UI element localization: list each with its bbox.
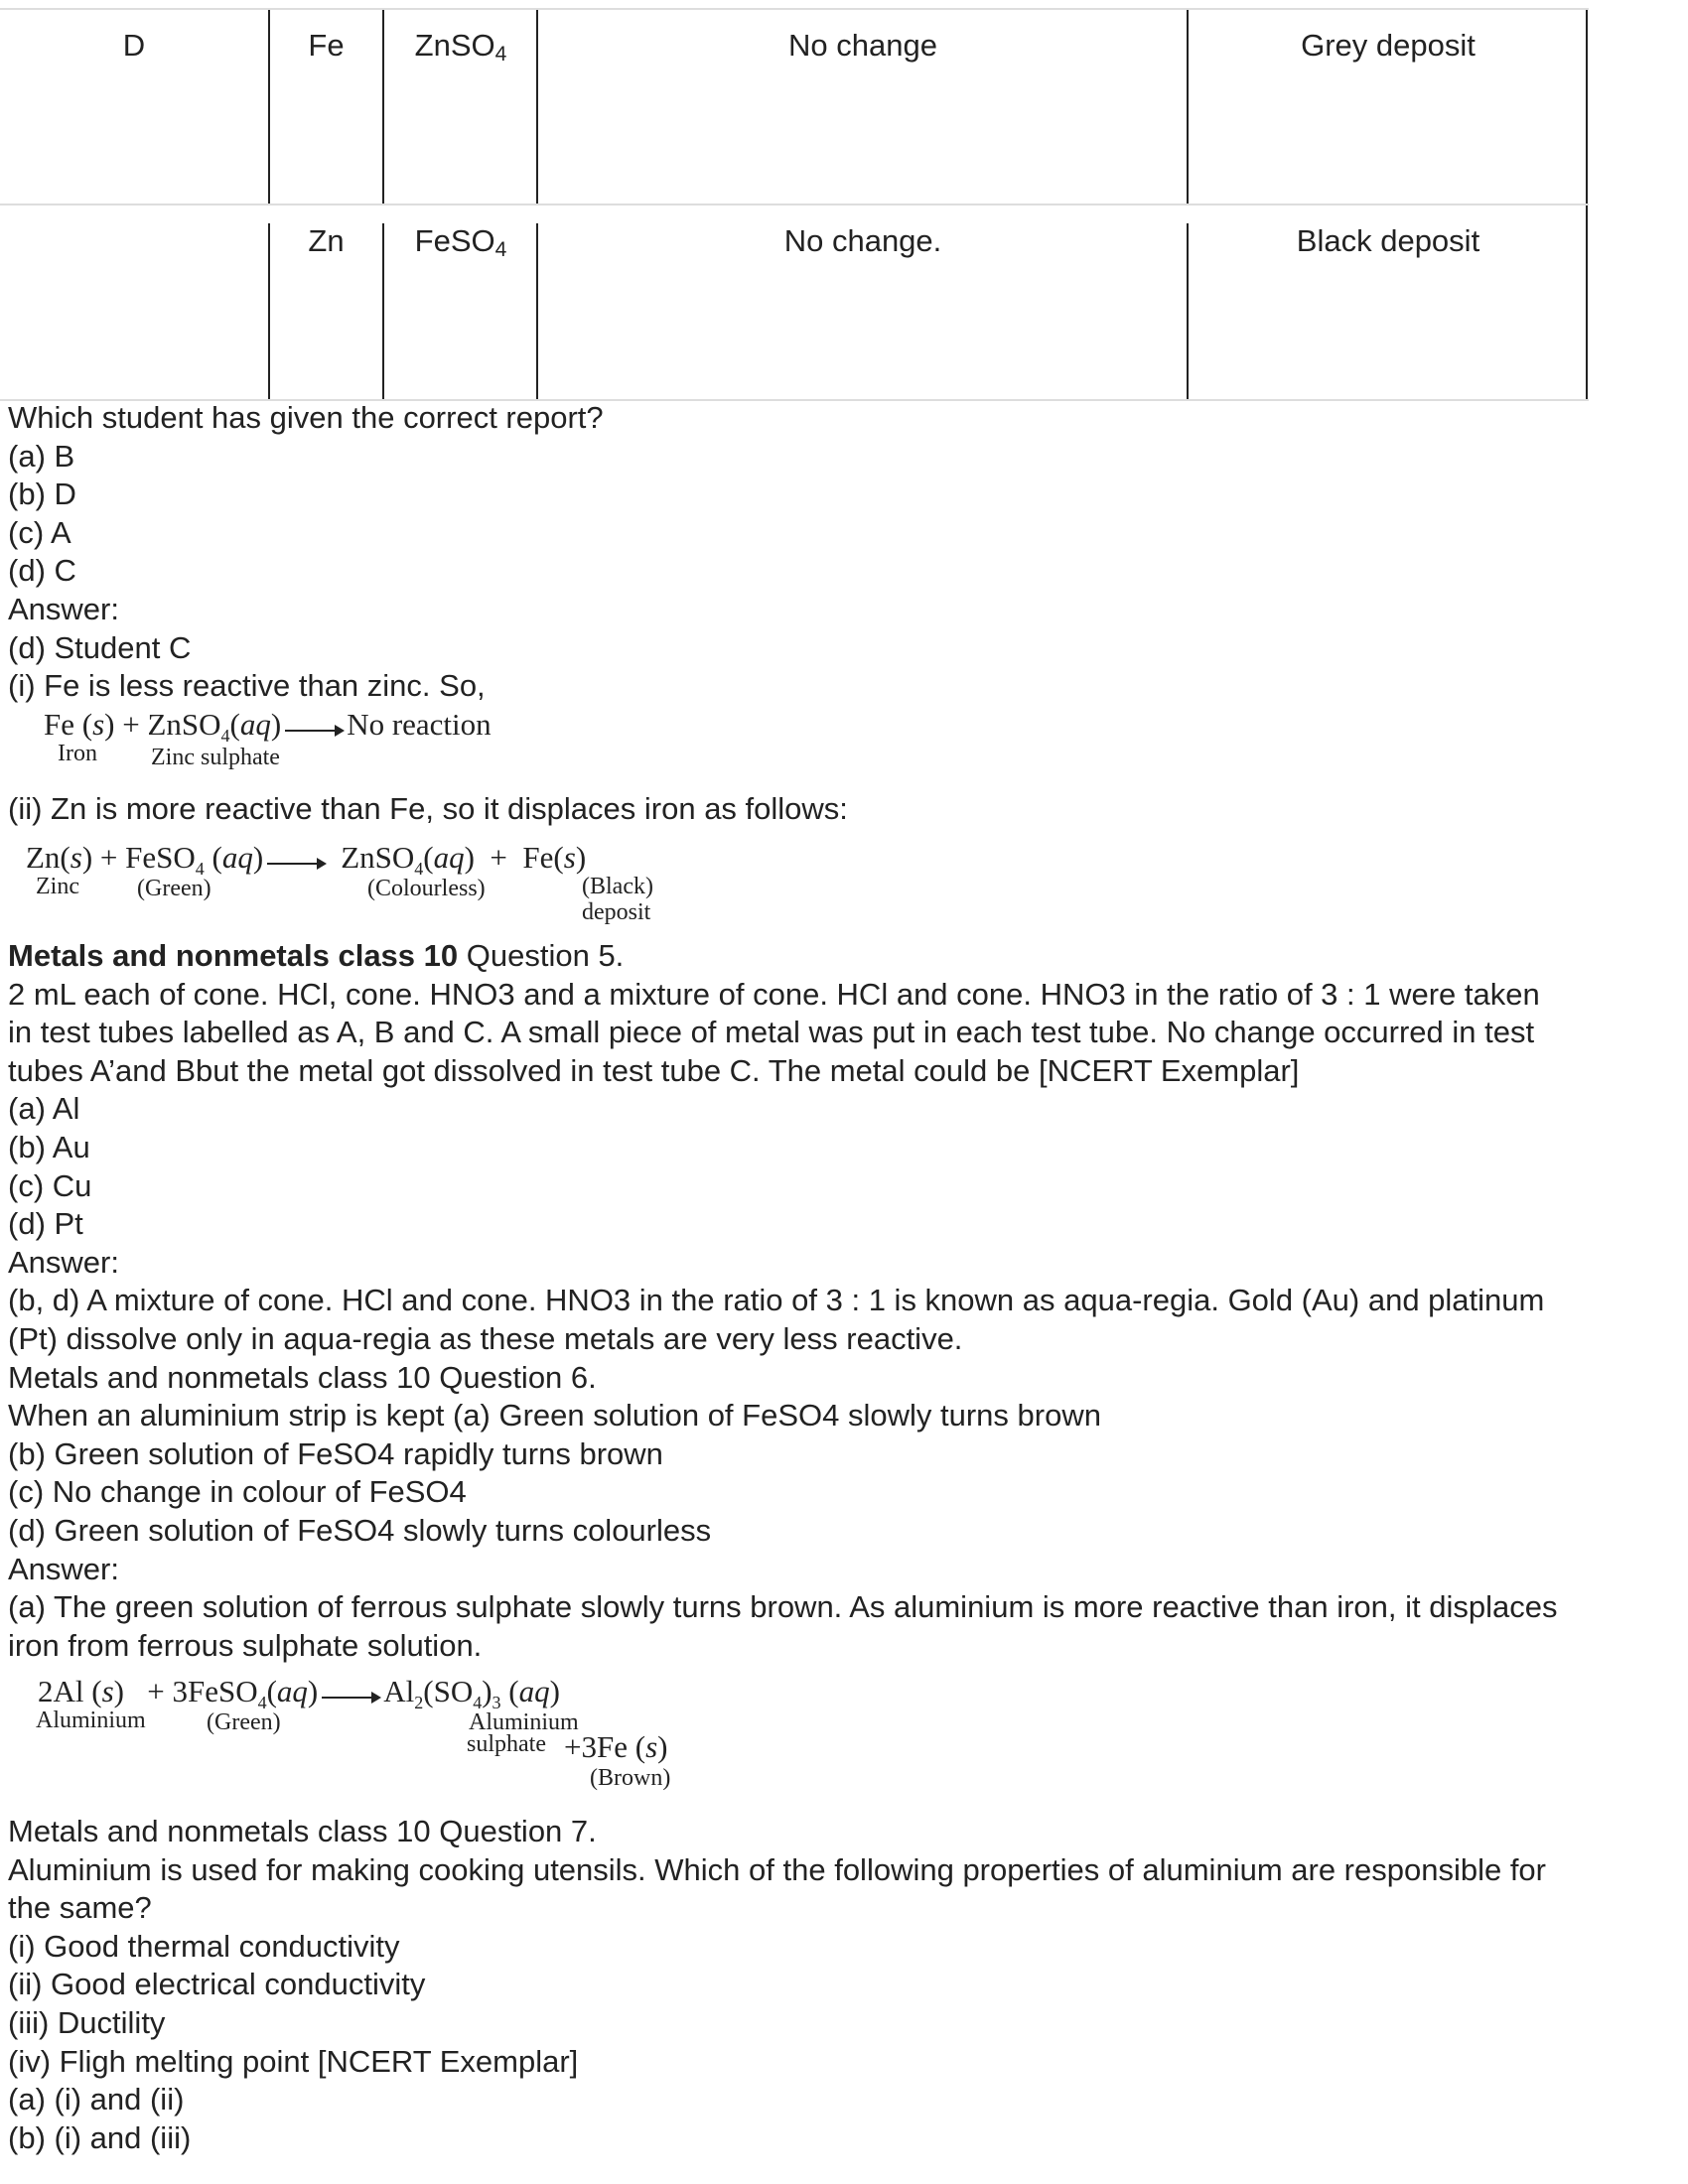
option: (d) C: [8, 553, 76, 589]
answer: (a) The green solution of ferrous sulphate slowly turns brown. As aluminium is more reactive than iron, it displaces: [8, 1589, 1558, 1625]
table-row: [0, 204, 1589, 401]
option: (b) (i) and (iii): [8, 2119, 192, 2155]
cell-solution: [384, 205, 537, 399]
divider: [1187, 223, 1189, 399]
option: (b) Green solution of FeSO4 rapidly turns brown: [8, 1435, 663, 1471]
arrow-icon: [285, 730, 343, 732]
cell-observation: No change.: [783, 223, 942, 258]
equation-label: Zinc: [36, 874, 79, 899]
arrow-icon: [322, 1697, 379, 1699]
table-row: [0, 8, 1589, 204]
equation-label: Zinc sulphate: [151, 745, 280, 770]
question-text: Aluminium is used for making cooking utensils. Which of the following properties of aluminium are responsible for: [8, 1851, 1547, 1887]
option: (c) A: [8, 514, 71, 550]
cell-student: [0, 205, 268, 399]
equation-2: [26, 840, 681, 939]
property: (iii) Ductility: [8, 2004, 166, 2040]
equation-1: [44, 707, 600, 776]
equation-label: sulphate: [467, 1731, 546, 1757]
cell-metal: Fe: [308, 28, 345, 63]
question-5-block: [8, 937, 1558, 1665]
divider: [1187, 10, 1189, 204]
answer: (b, d) A mixture of cone. HCl and cone. HNO3 in the ratio of 3 : 1 is known as aqua-regia. Gold (Au) and platinum: [8, 1283, 1545, 1318]
answer: (d) Student C: [8, 629, 192, 665]
option: (c) Cu: [8, 1167, 92, 1203]
property: (iv) Fligh melting point [NCERT Exemplar]: [8, 2043, 579, 2079]
solution-text: FeSO: [414, 223, 495, 258]
option: (a) (i) and (ii): [8, 2082, 185, 2117]
cell-metal: Zn: [308, 223, 345, 258]
divider: [268, 10, 270, 204]
heading-bold: Metals and nonmetals class 10: [8, 938, 459, 973]
equation-3: [38, 1674, 713, 1803]
equation-label: (Black): [582, 874, 653, 899]
answer-label: Answer:: [8, 1551, 119, 1586]
option: (c) No change in colour of FeSO4: [8, 1474, 467, 1510]
equation-rhs: $Al_2(SO_4)_3$ (aq): [383, 1674, 560, 1713]
question-7-block: [8, 1813, 1546, 2157]
question-4-block: [8, 399, 604, 706]
cell-student: D: [122, 28, 146, 63]
explanation-block: [8, 790, 848, 829]
question-heading: Metals and nonmetals class 10 Question 6.: [8, 1359, 597, 1395]
equation-label: (Green): [207, 1709, 281, 1735]
answer-label: Answer:: [8, 1244, 119, 1280]
option: (a) Al: [8, 1091, 80, 1127]
option: (d) Green solution of FeSO4 slowly turns colourless: [8, 1512, 712, 1548]
equation-product: +3Fe (s): [564, 1729, 668, 1764]
question-heading: Metals and nonmetals class 10 Question 7.: [8, 1814, 597, 1848]
cell-deposit: Black deposit: [1296, 223, 1480, 258]
solution-subscript: 4: [494, 43, 507, 66]
question-text: in test tubes labelled as A, B and C. A small piece of metal was put in each test tube. No change occurred in test: [8, 1015, 1535, 1050]
question-heading: [8, 937, 1558, 976]
heading-rest: Question 5.: [458, 938, 625, 973]
divider: [1586, 10, 1588, 204]
equation-rhs: ZnSO$_4$(aq) + Fe(s): [341, 840, 587, 880]
equation-label: (Colourless): [367, 876, 486, 901]
property: (i) Good thermal conductivity: [8, 1928, 400, 1964]
answer: (Pt) dissolve only in aqua-regia as these metals are very less reactive.: [8, 1320, 963, 1356]
equation-label: (Brown): [590, 1765, 671, 1791]
question-text: the same?: [8, 1890, 152, 1926]
explanation: (i) Fe is less reactive than zinc. So,: [8, 668, 486, 704]
equation-label: deposit: [582, 899, 651, 925]
property: (ii) Good electrical conductivity: [8, 1967, 426, 2002]
divider: [268, 223, 270, 399]
equation-label: Aluminium: [36, 1707, 146, 1733]
explanation: (ii) Zn is more reactive than Fe, so it displaces iron as follows:: [8, 791, 848, 826]
cell-observation: No change: [788, 28, 937, 63]
option: (a) B: [8, 438, 75, 474]
divider: [382, 10, 384, 204]
equation-label: (Green): [137, 876, 211, 901]
cell-solution: [384, 10, 537, 204]
option: (b) D: [8, 477, 76, 512]
equation-label: Iron: [58, 741, 97, 766]
divider: [1586, 205, 1588, 399]
answer-label: Answer:: [8, 591, 119, 626]
answer: iron from ferrous sulphate solution.: [8, 1627, 483, 1663]
arrow-icon: [267, 863, 325, 865]
divider: [536, 223, 538, 399]
equation-rhs: No reaction: [347, 707, 492, 742]
question-text: When an aluminium strip is kept (a) Green solution of FeSO4 slowly turns brown: [8, 1398, 1101, 1433]
equation-lhs: 2Al (s) + 3FeSO$_4$(aq): [38, 1674, 319, 1713]
option: (d) Pt: [8, 1206, 83, 1242]
question-text: tubes A’and Bbut the metal got dissolved in test tube C. The metal could be [NCERT Exemplar]: [8, 1052, 1300, 1088]
question-text: 2 mL each of cone. HCl, cone. HNO3 and a mixture of cone. HCl and cone. HNO3 in the ratio of 3 : 1 were taken: [8, 976, 1540, 1012]
equation-lhs: Zn(s) + FeSO$_4$ (aq): [26, 840, 264, 880]
solution-text: ZnSO: [414, 28, 495, 63]
equation-lhs: Fe (s) + ZnSO$_4$(aq): [44, 707, 282, 747]
equation-label: Aluminium: [469, 1709, 579, 1735]
cell-deposit: Grey deposit: [1301, 28, 1476, 63]
option: (b) Au: [8, 1129, 90, 1164]
observation-table: [0, 8, 1589, 401]
solution-subscript: 4: [494, 238, 507, 261]
divider: [536, 10, 538, 204]
divider: [382, 223, 384, 399]
question-text: Which student has given the correct report?: [8, 400, 604, 435]
